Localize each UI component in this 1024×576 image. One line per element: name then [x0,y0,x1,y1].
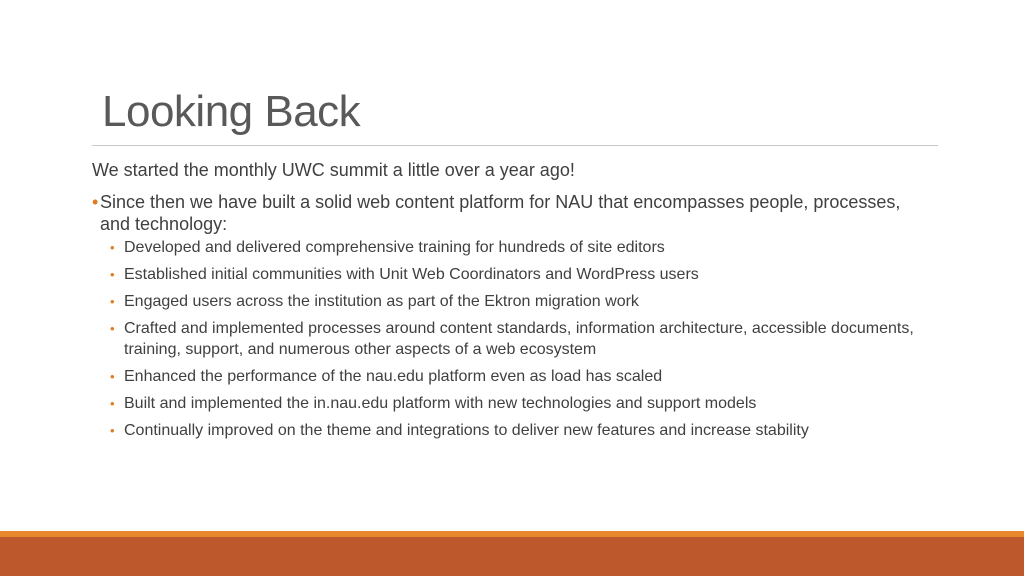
list-item-text: Developed and delivered comprehensive training for hundreds of site editors [124,239,665,256]
list-item [92,394,932,415]
list-item-text: Enhanced the performance of the nau.edu platform even as load has scaled [124,367,663,385]
slide-body [92,157,932,448]
bullet-icon: • [92,192,99,212]
list-item-text: Built and implemented the in.nau.edu platform with new technologies and support models [124,394,757,412]
list-item-text: Established initial communities with Unit Web Coordinators and WordPress users [124,266,699,283]
list-item [92,421,932,442]
main-bullet-text: Since then we have built a solid web content platform for NAU that encompasses people, processes, and technology: [100,192,901,234]
sub-bullet-list [92,238,932,441]
intro-text: We started the monthly UWC summit a little over a year ago! [92,160,575,180]
list-item [92,238,932,259]
list-item [92,265,932,286]
footer-band [0,537,1024,576]
bullet-icon: • [110,240,115,255]
list-item [92,319,932,360]
list-item-text: Engaged users across the institution as part of the Ektron migration work [124,293,639,310]
slide-title: Looking Back [102,87,361,136]
list-item [92,292,932,313]
list-item-text: Crafted and implemented processes around content standards, information architecture, accessible documents, training, support, and numerous other aspects of a web ecosystem [124,320,914,358]
bullet-icon: • [110,395,115,411]
bullet-icon: • [110,368,115,384]
list-item [92,367,932,388]
list-item-text: Continually improved on the theme and integrations to deliver new features and increase stability [124,421,809,439]
title-divider [92,145,938,146]
bullet-icon: • [110,321,115,336]
bullet-icon: • [110,267,115,282]
main-bullet [92,191,932,235]
bullet-icon: • [110,422,115,438]
bullet-icon: • [110,294,115,309]
